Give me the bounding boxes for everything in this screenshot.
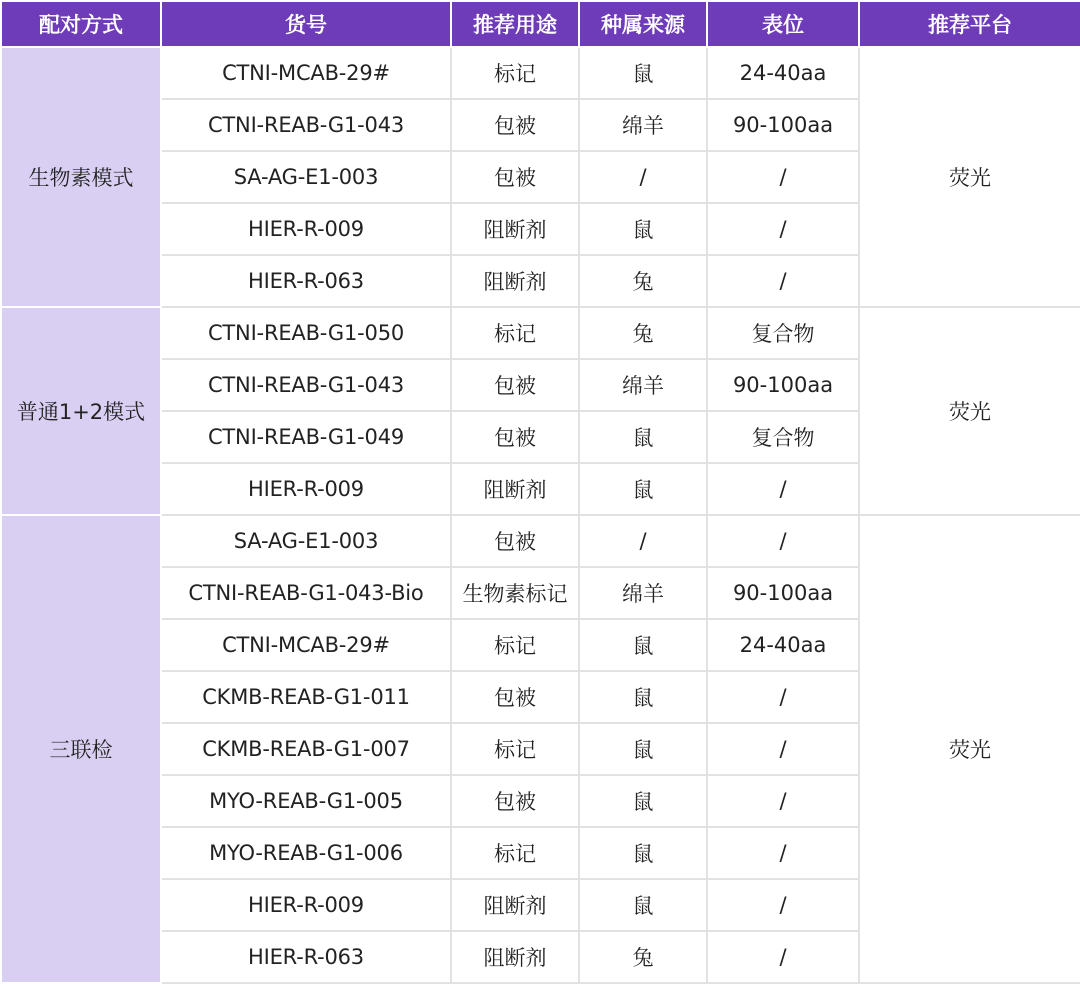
epitope-cell: 90-100aa — [707, 359, 859, 411]
sku-cell: CTNI-REAB-G1-043 — [161, 359, 451, 411]
table-row — [1, 47, 1080, 99]
use-cell: 标记 — [451, 723, 579, 775]
species-cell: 兔 — [579, 307, 707, 359]
use-cell: 包被 — [451, 515, 579, 567]
sku-cell: HIER-R-063 — [161, 255, 451, 307]
use-cell: 包被 — [451, 151, 579, 203]
species-cell: 绵羊 — [579, 567, 707, 619]
use-cell: 包被 — [451, 671, 579, 723]
use-cell: 生物素标记 — [451, 567, 579, 619]
use-cell: 标记 — [451, 47, 579, 99]
use-cell: 包被 — [451, 775, 579, 827]
species-cell: 绵羊 — [579, 99, 707, 151]
pairing-mode-cell: 三联检 — [1, 515, 161, 983]
epitope-cell: / — [707, 671, 859, 723]
epitope-cell: / — [707, 775, 859, 827]
species-cell: 鼠 — [579, 827, 707, 879]
use-cell: 标记 — [451, 307, 579, 359]
sku-cell: CTNI-REAB-G1-043-Bio — [161, 567, 451, 619]
pairing-mode-cell: 普通1+2模式 — [1, 307, 161, 515]
species-cell: 鼠 — [579, 723, 707, 775]
epitope-cell: / — [707, 151, 859, 203]
epitope-cell: / — [707, 255, 859, 307]
epitope-cell: 90-100aa — [707, 567, 859, 619]
epitope-cell: 90-100aa — [707, 99, 859, 151]
use-cell: 阻断剂 — [451, 879, 579, 931]
species-cell: 鼠 — [579, 775, 707, 827]
sku-cell: SA-AG-E1-003 — [161, 515, 451, 567]
sku-cell: CTNI-MCAB-29# — [161, 47, 451, 99]
header-species-source: 种属来源 — [579, 1, 707, 47]
epitope-cell: 24-40aa — [707, 47, 859, 99]
epitope-cell: 复合物 — [707, 307, 859, 359]
species-cell: / — [579, 151, 707, 203]
epitope-cell: / — [707, 879, 859, 931]
table-row — [1, 515, 1080, 567]
sku-cell: HIER-R-009 — [161, 203, 451, 255]
epitope-cell: / — [707, 723, 859, 775]
epitope-cell: / — [707, 463, 859, 515]
species-cell: 鼠 — [579, 203, 707, 255]
epitope-cell: / — [707, 931, 859, 983]
use-cell: 标记 — [451, 619, 579, 671]
table-body — [1, 47, 1080, 983]
sku-cell: HIER-R-009 — [161, 879, 451, 931]
sku-cell: CTNI-MCAB-29# — [161, 619, 451, 671]
species-cell: 鼠 — [579, 879, 707, 931]
use-cell: 包被 — [451, 99, 579, 151]
species-cell: 兔 — [579, 931, 707, 983]
use-cell: 阻断剂 — [451, 931, 579, 983]
platform-cell: 荧光 — [859, 47, 1080, 307]
use-cell: 标记 — [451, 827, 579, 879]
sku-cell: MYO-REAB-G1-005 — [161, 775, 451, 827]
header-row — [1, 1, 1080, 47]
header-pairing-mode: 配对方式 — [1, 1, 161, 47]
header-recommended-platform: 推荐平台 — [859, 1, 1080, 47]
sku-cell: CTNI-REAB-G1-043 — [161, 99, 451, 151]
species-cell: 鼠 — [579, 619, 707, 671]
species-cell: 鼠 — [579, 411, 707, 463]
epitope-cell: / — [707, 827, 859, 879]
header-sku: 货号 — [161, 1, 451, 47]
use-cell: 阻断剂 — [451, 255, 579, 307]
species-cell: 兔 — [579, 255, 707, 307]
sku-cell: HIER-R-009 — [161, 463, 451, 515]
header-epitope: 表位 — [707, 1, 859, 47]
epitope-cell: 24-40aa — [707, 619, 859, 671]
header-recommended-use: 推荐用途 — [451, 1, 579, 47]
sku-cell: HIER-R-063 — [161, 931, 451, 983]
platform-cell: 荧光 — [859, 307, 1080, 515]
species-cell: 绵羊 — [579, 359, 707, 411]
sku-cell: CKMB-REAB-G1-011 — [161, 671, 451, 723]
epitope-cell: / — [707, 515, 859, 567]
sku-cell: SA-AG-E1-003 — [161, 151, 451, 203]
species-cell: 鼠 — [579, 671, 707, 723]
platform-cell: 荧光 — [859, 515, 1080, 983]
pairing-mode-cell: 生物素模式 — [1, 47, 161, 307]
table-row — [1, 307, 1080, 359]
species-cell: 鼠 — [579, 47, 707, 99]
use-cell: 阻断剂 — [451, 463, 579, 515]
sku-cell: CTNI-REAB-G1-050 — [161, 307, 451, 359]
sku-cell: CKMB-REAB-G1-007 — [161, 723, 451, 775]
epitope-cell: / — [707, 203, 859, 255]
species-cell: 鼠 — [579, 463, 707, 515]
use-cell: 包被 — [451, 411, 579, 463]
epitope-cell: 复合物 — [707, 411, 859, 463]
sku-cell: MYO-REAB-G1-006 — [161, 827, 451, 879]
use-cell: 阻断剂 — [451, 203, 579, 255]
species-cell: / — [579, 515, 707, 567]
use-cell: 包被 — [451, 359, 579, 411]
sku-cell: CTNI-REAB-G1-049 — [161, 411, 451, 463]
